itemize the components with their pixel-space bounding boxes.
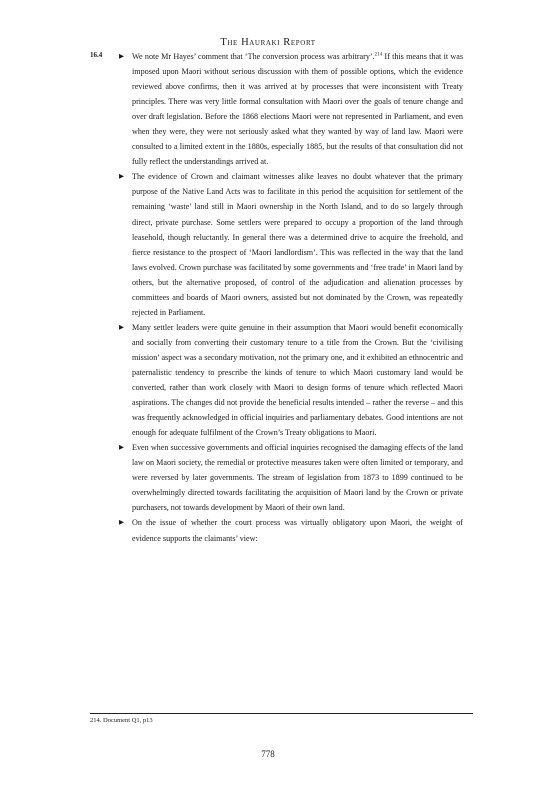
bullet-text: Even when successive governments and official inquiries recognised the damaging effects of the land law on Maori society, the remedial or protective measures taken were often limited or temporary, and were reversed by later governments. The stream of legislation from 1873 to 1899 continued to be overwhelmingly directed towards facilitating the acquisition of Maori land by the Crown or private purchasers, not towards development by Maori of their own land. — [132, 443, 463, 513]
bullet-marker-icon: ▶ — [119, 173, 124, 181]
section-number: 16.4 — [90, 51, 103, 59]
bullet-paragraph-1 — [118, 49, 463, 169]
page-number: 778 — [261, 749, 275, 759]
body-text — [118, 49, 463, 546]
bullet-marker-icon: ▶ — [119, 323, 124, 331]
footnote: 214. Document Q1, p13 — [90, 717, 153, 724]
footnote-reference: 214 — [374, 52, 383, 58]
bullet-text-continued: If this means that it was imposed upon Maori without serious discussion with them of possible options, which the evidence reviewed above confirms, then it was arrived at by processes that were inconsistent with Treaty principles. There was very little formal consultation with Maori over the goals of tenure change and over draft legislation. Before the 1868 elections Maori were not represented in Parliament, and even when they were, they were not seriously asked what they wanted by way of land law. Maori were consulted to a limited extent in the 1880s, especially 1885, but the results of that consultation did not fully reflect the understandings arrived at. — [132, 52, 463, 167]
bullet-paragraph-5 — [118, 515, 463, 545]
bullet-text: Many settler leaders were quite genuine in their assumption that Maori would benefit economically and socially from converting their customary tenure to a title from the Crown. But the ‘civilising mission’ aspect was a secondary motivation, not the primary one, and it exhibited an ethnocentric and paternalistic tendency to prescribe the kinds of tenure to which Maori customary land would be converted, rather than work closely with Maori to design forms of tenure which reflected Maori aspirations. The changes did not provide the beneficial results intended – rather the reverse – and this was frequently acknowledged in official inquiries and parliamentary debates. Good intentions are not enough for adequate fulfilment of the Crown’s Treaty obligations to Maori. — [132, 322, 463, 438]
bullet-marker-icon: ▶ — [119, 53, 124, 60]
bullet-text: On the issue of whether the court process was virtually obligatory upon Maori, the weight of evidence supports the claimants’ view: — [132, 518, 463, 543]
bullet-marker-icon: ▶ — [119, 519, 124, 527]
bullet-marker-icon: ▶ — [119, 444, 124, 452]
bullet-paragraph-2 — [118, 169, 463, 319]
bullet-text: The evidence of Crown and claimant witnesses alike leaves no doubt whatever that the primary purpose of the Native Land Acts was to facilitate in this period the acquisition for settlement of the remaining ‘waste’ land still in Maori ownership in the North Island, and to do so largely through direct, private purchase. Some settlers were prepared to occupy a proportion of the land through leasehold, though reluctantly. In general there was a determined drive to acquire the freehold, and fierce resistance to the prospect of ‘Maori landlordism’. This was reflected in the way that the land laws evolved. Crown purchase was facilitated by some governments and ‘free trade’ in Maori land by others, but the alternative proposed, of control of the adjudication and alienation processes by committees and boards of Maori owners, assisted but not dominated by the Crown, was repeatedly rejected in Parliament. — [132, 172, 463, 317]
bullet-paragraph-3 — [118, 320, 463, 440]
bullet-paragraph-4 — [118, 440, 463, 515]
running-header: The Hauraki Report — [220, 37, 316, 48]
bullet-text: We note Mr Hayes’ comment that ‘The conversion process was arbitrary’. — [132, 52, 375, 61]
footnote-divider — [90, 713, 473, 714]
